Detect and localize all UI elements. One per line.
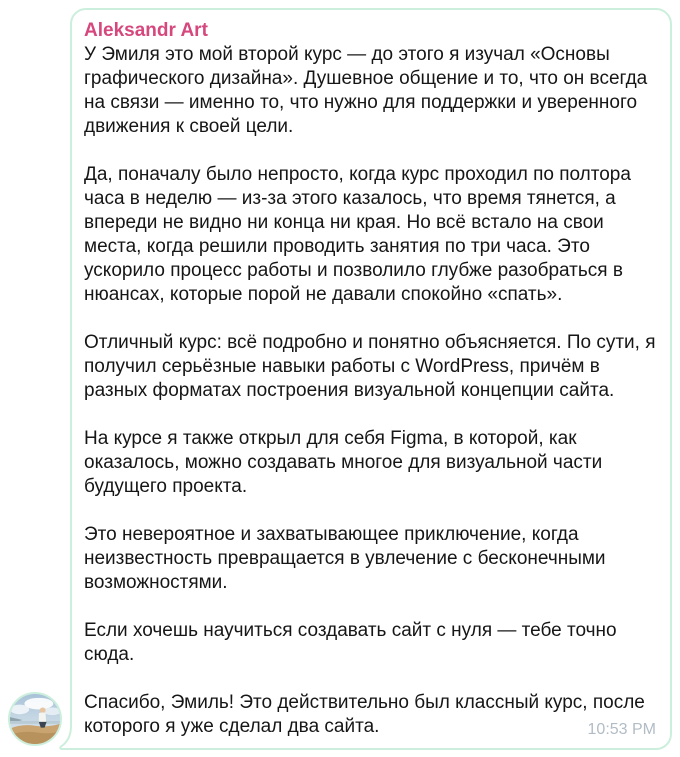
message-paragraph: У Эмиля это мой второй курс — до этого я изучал «Основы графического дизайна». Душевное общение и то, что он всегда на связи — именно то, что нужно для поддержки и уверенного движения к своей цели. xyxy=(84,44,648,137)
message-paragraph: Это невероятное и захватывающее приключение, когда неизвестность превращается в увлечение с бесконечными возможностями. xyxy=(84,524,606,593)
avatar[interactable] xyxy=(10,694,60,744)
message-paragraph: На курсе я также открыл для себя Figma, в которой, как оказалось, можно создавать многое для визуальной части будущего проекта. xyxy=(84,428,603,497)
message-paragraph: Если хочешь научиться создавать сайт с нуля — тебе точно сюда. xyxy=(84,620,617,665)
message-timestamp: 10:53 PM xyxy=(587,721,656,738)
message-paragraph: Спасибо, Эмиль! Это действительно был классный курс, после которого я уже сделал два сайта. xyxy=(84,692,645,737)
message-paragraph: Да, поначалу было непросто, когда курс проходил по полтора часа в неделю — из-за этого казалось, что время тянется, а впереди не видно ни конца ни края. Но всё встало на свои места, когда решили проводить занятия по три часа. Это ускорило процесс работы и позволило глубже разобраться в нюансах, которые порой не давали спокойно «спать». xyxy=(84,164,631,305)
avatar-photo xyxy=(10,694,60,744)
message-text xyxy=(84,43,656,739)
message-paragraph: Отличный курс: всё подробно и понятно объясняется. По сути, я получил серьёзные навыки работы с WordPress, причём в разных форматах построения визуальной концепции сайта. xyxy=(84,332,656,401)
message-bubble xyxy=(70,8,672,750)
sender-name[interactable]: Aleksandr Art xyxy=(84,20,208,41)
bubble-tail xyxy=(59,726,76,750)
